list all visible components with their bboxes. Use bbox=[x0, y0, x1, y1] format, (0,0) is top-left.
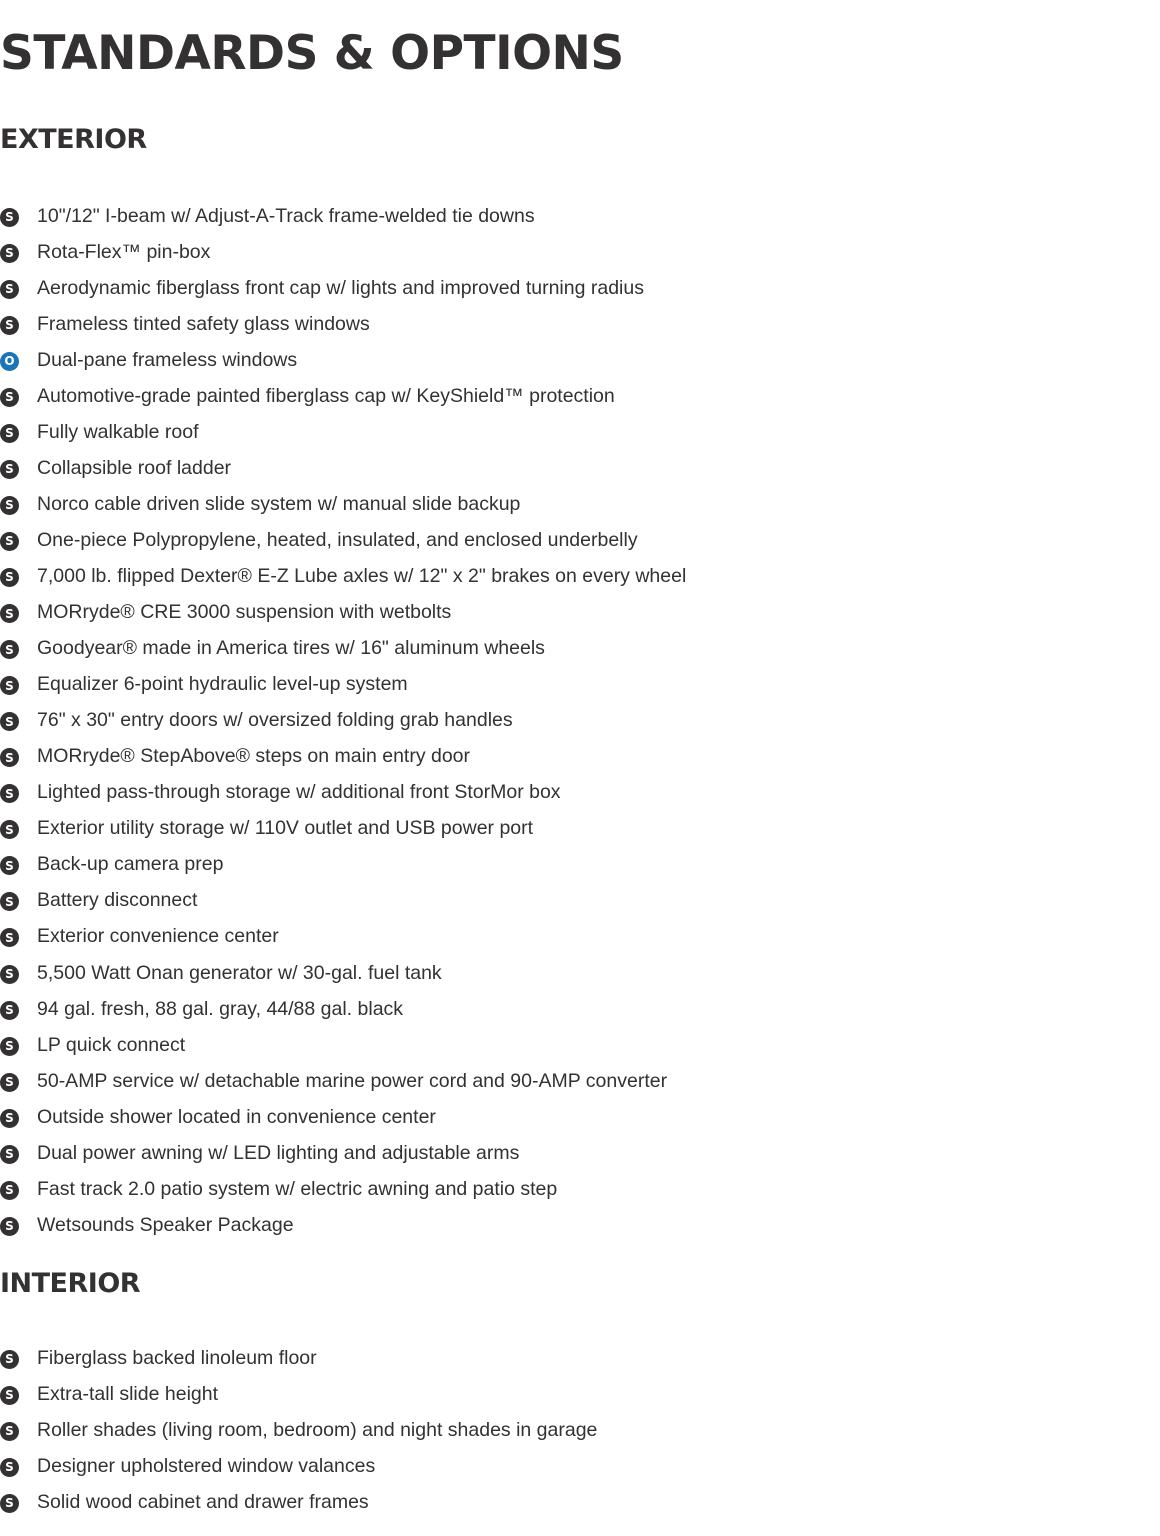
standard-marker-icon: S bbox=[0, 1350, 19, 1369]
feature-text: Norco cable driven slide system w/ manual slide backup bbox=[37, 492, 521, 515]
feature-item bbox=[0, 1027, 686, 1063]
feature-item bbox=[0, 667, 686, 703]
feature-item bbox=[0, 955, 686, 991]
standard-marker-icon: S bbox=[0, 496, 19, 515]
feature-text: 10"/12" I-beam w/ Adjust-A-Track frame-welded tie downs bbox=[37, 204, 535, 227]
standard-marker-icon: S bbox=[0, 1037, 19, 1056]
feature-text: Solid wood cabinet and drawer frames bbox=[37, 1490, 369, 1513]
feature-text: Dual power awning w/ LED lighting and adjustable arms bbox=[37, 1141, 520, 1164]
feature-text: MORryde® StepAbove® steps on main entry door bbox=[37, 745, 471, 768]
standard-marker-icon: S bbox=[0, 1458, 19, 1477]
feature-item bbox=[0, 811, 686, 847]
standard-marker-icon: S bbox=[0, 1109, 19, 1128]
feature-item bbox=[0, 1099, 686, 1135]
feature-item bbox=[0, 558, 686, 594]
standard-marker-icon: S bbox=[0, 676, 19, 695]
feature-text: 76" x 30" entry doors w/ oversized folding grab handles bbox=[37, 709, 513, 732]
standard-marker-icon: S bbox=[0, 208, 19, 227]
feature-text: Exterior utility storage w/ 110V outlet and USB power port bbox=[37, 817, 534, 840]
standard-marker-icon: S bbox=[0, 1001, 19, 1020]
feature-item bbox=[0, 1135, 686, 1171]
standard-marker-icon: S bbox=[0, 1181, 19, 1200]
standard-marker-icon: S bbox=[0, 965, 19, 984]
feature-text: One-piece Polypropylene, heated, insulated, and enclosed underbelly bbox=[37, 528, 638, 551]
feature-item bbox=[0, 1484, 597, 1520]
feature-item bbox=[0, 883, 686, 919]
standard-marker-icon: S bbox=[0, 856, 19, 875]
feature-text: Lighted pass-through storage w/ additional front StorMor box bbox=[37, 781, 561, 804]
feature-item bbox=[0, 919, 686, 955]
feature-item bbox=[0, 631, 686, 667]
feature-text: MORryde® CRE 3000 suspension with wetbolts bbox=[37, 601, 452, 624]
standard-marker-icon: S bbox=[0, 460, 19, 479]
feature-text: Goodyear® made in America tires w/ 16" aluminum wheels bbox=[37, 637, 545, 660]
standard-marker-icon: S bbox=[0, 1422, 19, 1441]
feature-text: Rota-Flex™ pin-box bbox=[37, 240, 211, 263]
feature-text: 50-AMP service w/ detachable marine power cord and 90-AMP converter bbox=[37, 1069, 668, 1092]
feature-text: Fast track 2.0 patio system w/ electric awning and patio step bbox=[37, 1177, 558, 1200]
standard-marker-icon: S bbox=[0, 604, 19, 623]
standard-marker-icon: S bbox=[0, 712, 19, 731]
feature-text: 7,000 lb. flipped Dexter® E-Z Lube axles w/ 12" x 2" brakes on every wheel bbox=[37, 564, 687, 587]
feature-item bbox=[0, 378, 686, 414]
feature-item bbox=[0, 703, 686, 739]
feature-item bbox=[0, 234, 686, 270]
feature-text: Frameless tinted safety glass windows bbox=[37, 312, 370, 335]
feature-item bbox=[0, 342, 686, 378]
feature-text: Fiberglass backed linoleum floor bbox=[37, 1346, 317, 1369]
standard-marker-icon: S bbox=[0, 892, 19, 911]
feature-text: LP quick connect bbox=[37, 1033, 186, 1056]
interior-heading: INTERIOR bbox=[0, 1268, 141, 1299]
feature-item bbox=[0, 1340, 597, 1376]
standard-marker-icon: S bbox=[0, 928, 19, 947]
feature-item bbox=[0, 775, 686, 811]
feature-text: 94 gal. fresh, 88 gal. gray, 44/88 gal. black bbox=[37, 997, 404, 1020]
standard-marker-icon: S bbox=[0, 388, 19, 407]
standard-marker-icon: S bbox=[0, 1494, 19, 1513]
feature-item bbox=[0, 522, 686, 558]
exterior-feature-list bbox=[0, 198, 686, 1243]
standard-marker-icon: S bbox=[0, 424, 19, 443]
standard-marker-icon: S bbox=[0, 568, 19, 587]
standard-marker-icon: S bbox=[0, 748, 19, 767]
feature-text: Wetsounds Speaker Package bbox=[37, 1213, 294, 1236]
feature-item bbox=[0, 414, 686, 450]
feature-item bbox=[0, 595, 686, 631]
feature-item bbox=[0, 991, 686, 1027]
standard-marker-icon: S bbox=[0, 1217, 19, 1236]
page-title: STANDARDS & OPTIONS bbox=[0, 26, 624, 81]
feature-item bbox=[0, 450, 686, 486]
standard-marker-icon: S bbox=[0, 1145, 19, 1164]
feature-text: Outside shower located in convenience center bbox=[37, 1105, 436, 1128]
feature-item bbox=[0, 1412, 597, 1448]
feature-text: Dual-pane frameless windows bbox=[37, 348, 298, 371]
feature-text: Back-up camera prep bbox=[37, 853, 224, 876]
feature-text: Automotive-grade painted fiberglass cap w/ KeyShield™ protection bbox=[37, 384, 615, 407]
feature-text: 5,500 Watt Onan generator w/ 30-gal. fuel tank bbox=[37, 961, 442, 984]
feature-text: Collapsible roof ladder bbox=[37, 456, 232, 479]
standard-marker-icon: S bbox=[0, 244, 19, 263]
feature-text: Exterior convenience center bbox=[37, 925, 279, 948]
standard-marker-icon: S bbox=[0, 820, 19, 839]
feature-item bbox=[0, 1207, 686, 1243]
feature-item bbox=[0, 1376, 597, 1412]
feature-text: Aerodynamic fiberglass front cap w/ lights and improved turning radius bbox=[37, 276, 644, 299]
standard-marker-icon: S bbox=[0, 784, 19, 803]
feature-text: Designer upholstered window valances bbox=[37, 1454, 376, 1477]
standard-marker-icon: S bbox=[0, 1073, 19, 1092]
standard-marker-icon: S bbox=[0, 316, 19, 335]
feature-text: Battery disconnect bbox=[37, 889, 198, 912]
feature-item bbox=[0, 486, 686, 522]
feature-text: Fully walkable roof bbox=[37, 420, 199, 443]
feature-item bbox=[0, 1448, 597, 1484]
exterior-heading: EXTERIOR bbox=[0, 124, 147, 155]
standard-marker-icon: S bbox=[0, 532, 19, 551]
standard-marker-icon: S bbox=[0, 1386, 19, 1405]
feature-item bbox=[0, 270, 686, 306]
standard-marker-icon: S bbox=[0, 280, 19, 299]
feature-item bbox=[0, 847, 686, 883]
feature-item bbox=[0, 739, 686, 775]
feature-text: Extra-tall slide height bbox=[37, 1382, 219, 1405]
interior-feature-list bbox=[0, 1340, 597, 1520]
feature-text: Equalizer 6-point hydraulic level-up system bbox=[37, 673, 408, 696]
feature-item bbox=[0, 1063, 686, 1099]
feature-text: Roller shades (living room, bedroom) and night shades in garage bbox=[37, 1418, 598, 1441]
optional-marker-icon: O bbox=[0, 352, 19, 371]
feature-item bbox=[0, 306, 686, 342]
feature-item bbox=[0, 1171, 686, 1207]
feature-item bbox=[0, 198, 686, 234]
standard-marker-icon: S bbox=[0, 640, 19, 659]
